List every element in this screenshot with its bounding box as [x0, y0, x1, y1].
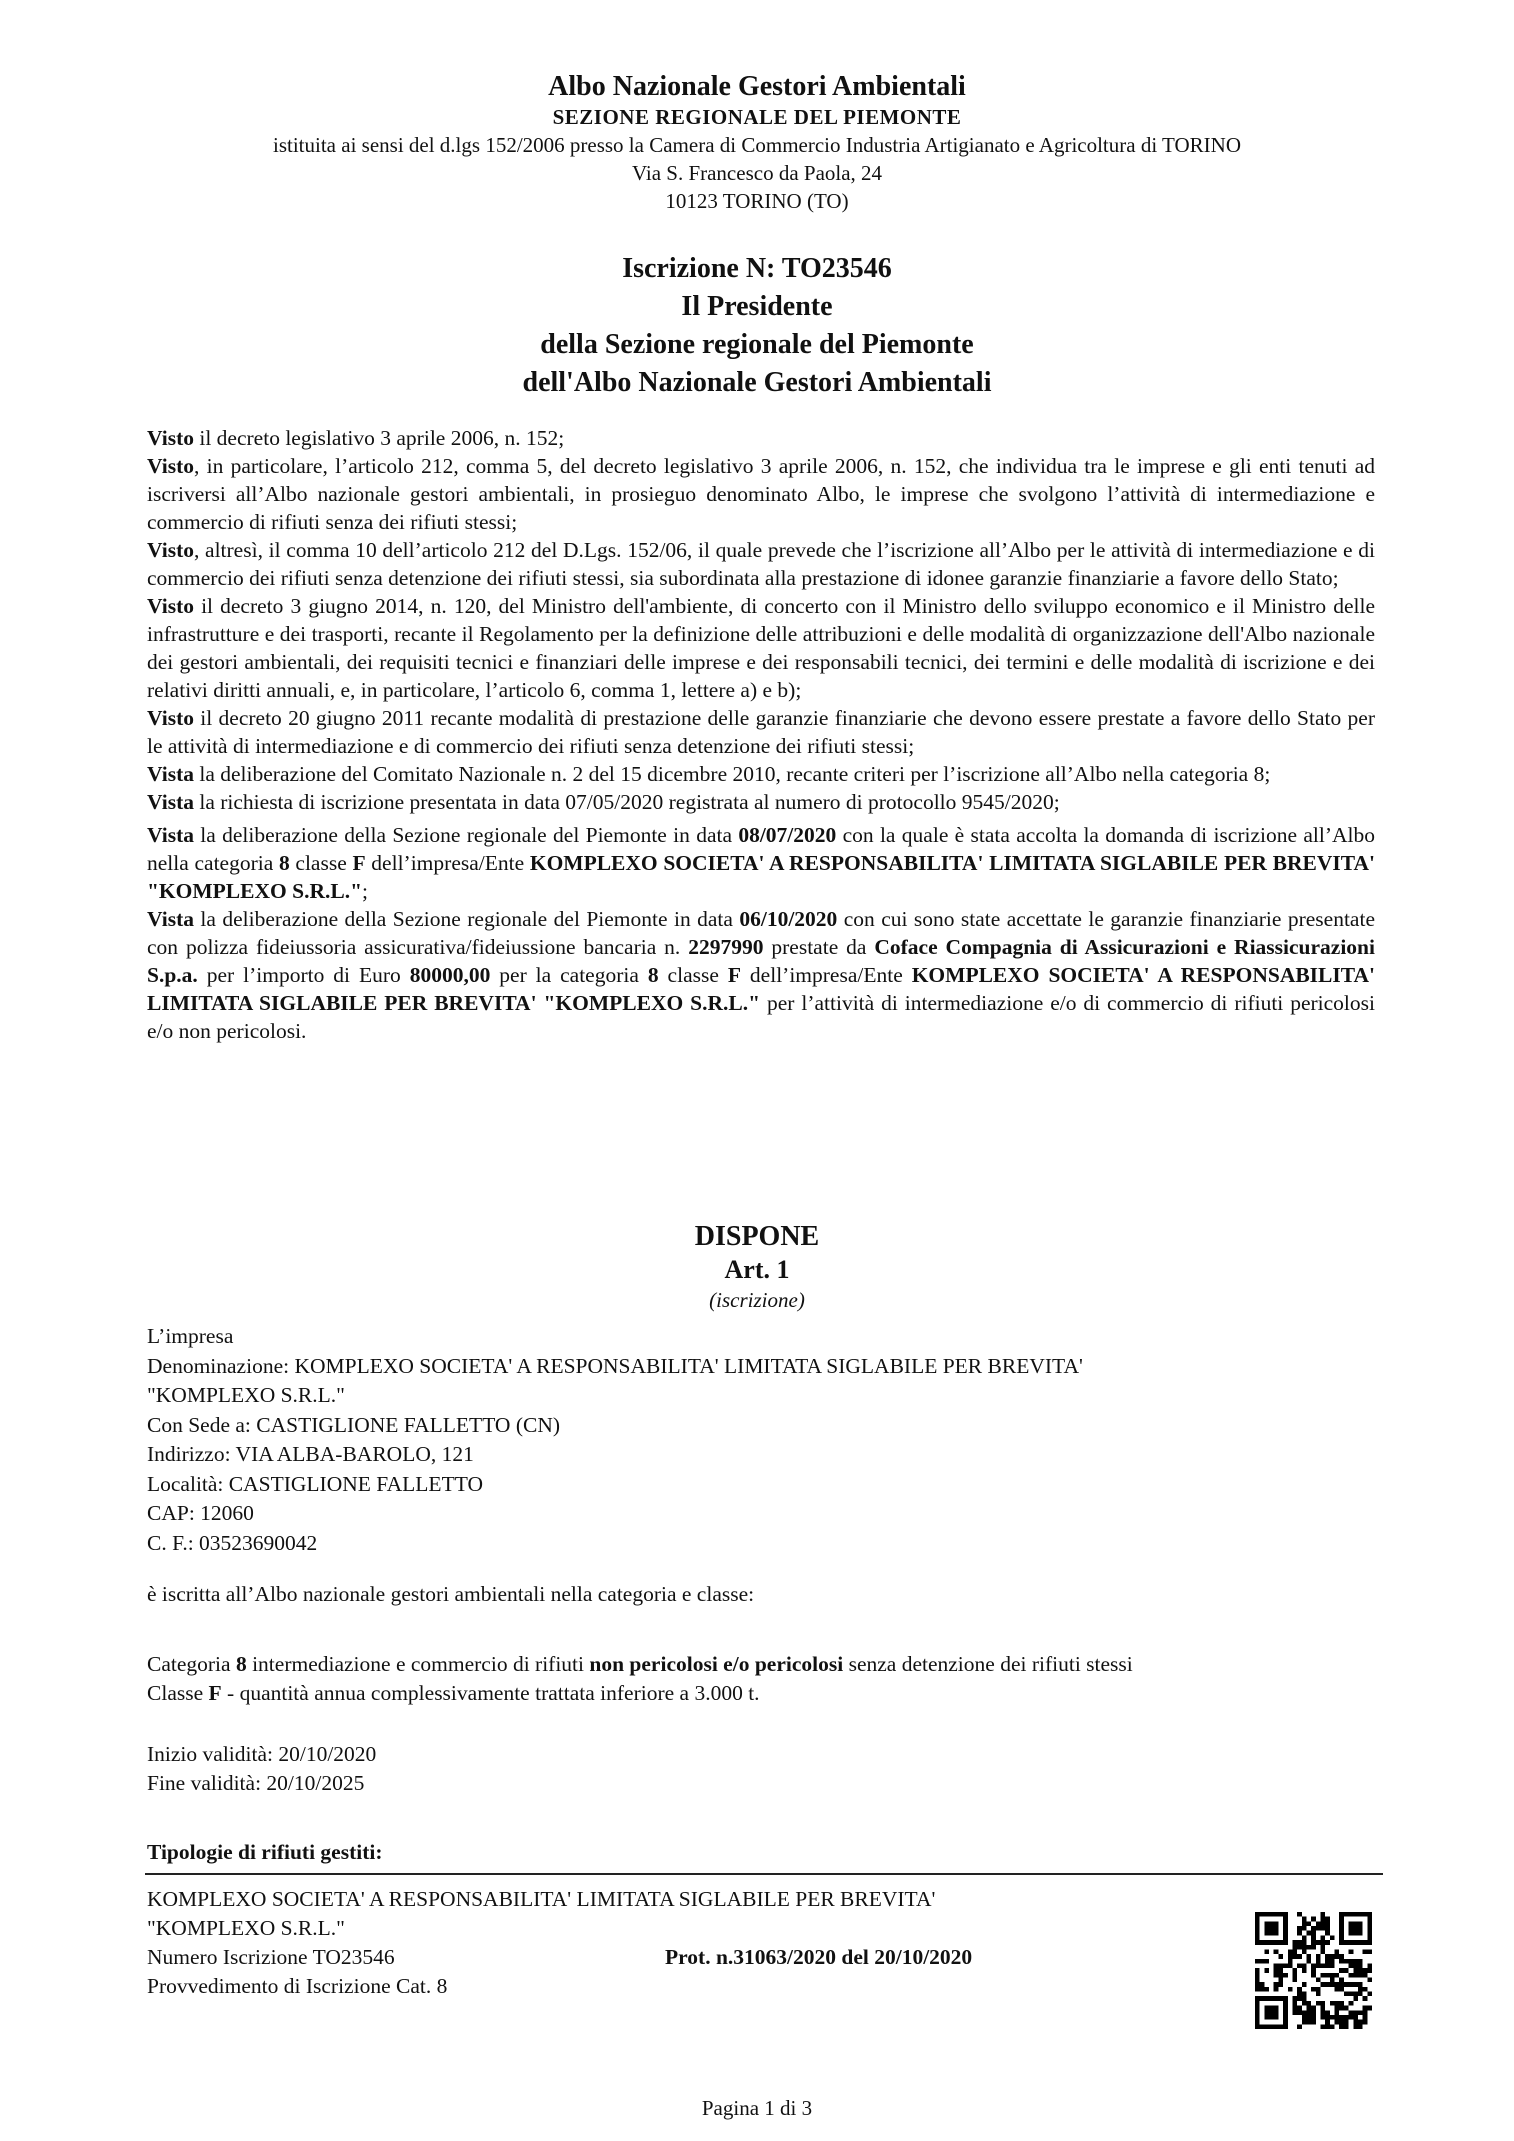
tipologie-heading: Tipologie di rifiuti gestiti:: [147, 1840, 383, 1864]
header-address: Via S. Francesco da Paola, 24: [631, 161, 883, 185]
visto-text: la richiesta di iscrizione presentata in data 07/05/2020 registrata al numero di protocollo 9545/2020;: [193, 790, 1060, 814]
delib-text: con cui sono state accettate le garanzie finanziarie presentate con polizza fideiussoria assicurativa/fideiussione bancaria n.: [147, 907, 1375, 959]
categoria-text: intermediazione e commercio di rifiuti: [246, 1652, 590, 1676]
localita: Località: CASTIGLIONE FALLETTO: [147, 1471, 483, 1496]
visto-lead: Visto: [147, 426, 194, 450]
visto-lead: Visto: [147, 538, 194, 562]
footer-divider: [145, 1873, 1383, 1875]
delib-date: 06/10/2020: [739, 907, 838, 931]
classe-line: [147, 1679, 1387, 1708]
delib-ente: KOMPLEXO SOCIETA' A RESPONSABILITA' LIMITATA SIGLABILE PER BREVITA' "KOMPLEXO S.R.L.": [147, 851, 1375, 903]
visto-paragraph: [147, 452, 1375, 536]
categoria-text: senza detenzione dei rifiuti stessi: [843, 1652, 1133, 1676]
page-number: Pagina 1 di 3: [701, 2096, 813, 2120]
impresa-details: [147, 1322, 1387, 1558]
importo-value: 80000,00: [409, 963, 491, 987]
visto-lead: Vista: [147, 790, 194, 814]
visto-lead: Visto: [147, 594, 194, 618]
delib-text: classe: [289, 851, 353, 875]
denominazione-line1: Denominazione: KOMPLEXO SOCIETA' A RESPONSABILITA' LIMITATA SIGLABILE PER BREVITA': [147, 1353, 1083, 1378]
fine-validita: Fine validità: 20/10/2025: [147, 1771, 365, 1795]
header-institution: istituita ai sensi del d.lgs 152/2006 presso la Camera di Commercio Industria Artigianato e Agricoltura di TORINO: [273, 133, 1241, 157]
delib-text: la deliberazione della Sezione regionale del Piemonte in data: [193, 907, 740, 931]
classe-text: - quantità annua complessivamente trattata inferiore a 3.000 t.: [221, 1681, 760, 1705]
article-subtitle: (iscrizione): [709, 1288, 805, 1312]
inizio-validita: Inizio validità: 20/10/2020: [147, 1742, 377, 1766]
article-title: Art. 1: [724, 1255, 790, 1284]
deliberazione-garanzie: [147, 905, 1375, 1045]
dispone-block: [0, 1220, 1514, 1314]
visto-text: il decreto 20 giugno 2011 recante modalità di prestazione delle garanzie finanziarie che devono essere prestate a favore dello Stato per le attività di intermediazione e di commercio dei rifiuti senza detenzione dei rifiuti stessi;: [147, 706, 1375, 758]
visto-paragraph: [147, 788, 1375, 816]
sezione-title: della Sezione regionale del Piemonte: [540, 329, 974, 360]
delib-text: dell’impresa/Ente: [365, 851, 530, 875]
delib-text: ;: [362, 879, 368, 903]
presidente-title: Il Presidente: [681, 291, 833, 322]
delib-text: per l’importo di Euro: [197, 963, 410, 987]
delib-text: prestate da: [763, 935, 875, 959]
vista-lead: Vista: [147, 907, 194, 931]
categoria-number: 8: [235, 1652, 247, 1676]
visto-text: , in particolare, l’articolo 212, comma 5, del decreto legislativo 3 aprile 2006, n. 152, che individua tra le imprese e gli enti tenuti ad iscriversi all’Albo nazionale gestori ambientali, in prosieguo denominato Albo, le imprese che svolgono l’attività di intermediazione e commercio di rifiuti senza dei rifiuti stessi;: [147, 454, 1375, 534]
footer-iscrizione: Numero Iscrizione TO23546: [147, 1945, 395, 1969]
title-block: [0, 250, 1514, 402]
categoria-text: Categoria: [147, 1652, 236, 1676]
delib-text: per la categoria: [490, 963, 648, 987]
garante-name: Coface Compagnia di Assicurazioni e Riassicurazioni S.p.a.: [147, 935, 1375, 987]
delib-classe: F: [352, 851, 366, 875]
footer-company-line1: KOMPLEXO SOCIETA' A RESPONSABILITA' LIMITATA SIGLABILE PER BREVITA': [147, 1887, 936, 1911]
iscrizione-number: Iscrizione N: TO23546: [622, 253, 892, 284]
document-header: [0, 70, 1514, 215]
categoria-tipo: non pericolosi e/o pericolosi: [589, 1652, 844, 1676]
delib-text: dell’impresa/Ente: [740, 963, 912, 987]
qr-code-icon: [1255, 1912, 1372, 2029]
delib-text: la deliberazione della Sezione regionale del Piemonte in data: [193, 823, 739, 847]
classe-text: Classe: [147, 1681, 209, 1705]
visto-paragraph: [147, 536, 1375, 592]
categoria-block: [147, 1650, 1387, 1708]
codice-fiscale: C. F.: 03523690042: [147, 1530, 318, 1555]
footer-info: [147, 1885, 1147, 2001]
visto-lead: Vista: [147, 762, 194, 786]
deliberazione-accoglimento: [147, 821, 1375, 905]
indirizzo: Indirizzo: VIA ALBA-BAROLO, 121: [147, 1442, 474, 1466]
visto-lead: Visto: [147, 454, 194, 478]
delib-text: per l’attività di intermediazione e/o di commercio di rifiuti pericolosi e/o non pericolosi.: [147, 991, 1375, 1043]
visto-text: il decreto legislativo 3 aprile 2006, n. 152;: [193, 426, 565, 450]
visto-lead: Visto: [147, 706, 194, 730]
delib-categoria: 8: [278, 851, 290, 875]
header-city: 10123 TORINO (TO): [665, 189, 849, 213]
denominazione-line2: "KOMPLEXO S.R.L.": [147, 1383, 345, 1407]
protocol-number: Prot. n.31063/2020 del 20/10/2020: [665, 1945, 973, 1969]
visto-paragraph: [147, 592, 1375, 704]
cap: CAP: 12060: [147, 1501, 254, 1525]
visto-text: il decreto 3 giugno 2014, n. 120, del Ministro dell'ambiente, di concerto con il Ministro dello sviluppo economico e il Ministro delle infrastrutture e dei trasporti, recante il Regolamento per la definizione delle attribuzioni e delle modalità di organizzazione dell'Albo nazionale dei gestori ambientali, dei requisiti tecnici e finanziari delle imprese e dei responsabili tecnici, dei termini e delle modalità di iscrizione e dei relativi diritti annuali, e, in particolare, l’articolo 6, comma 1, lettere a) e b);: [147, 594, 1375, 702]
classe-value: F: [208, 1681, 222, 1705]
delib-text: con la quale è stata accolta la domanda di iscrizione all’Albo nella categoria: [147, 823, 1375, 875]
categoria-line: [147, 1650, 1387, 1679]
sede: Con Sede a: CASTIGLIONE FALLETTO (CN): [147, 1412, 561, 1437]
albo-title: dell'Albo Nazionale Gestori Ambientali: [522, 367, 992, 398]
delib-ente: KOMPLEXO SOCIETA' A RESPONSABILITA' LIMITATA SIGLABILE PER BREVITA' "KOMPLEXO S.R.L.": [147, 963, 1375, 1015]
footer-provvedimento: Provvedimento di Iscrizione Cat. 8: [147, 1974, 448, 1998]
header-title: Albo Nazionale Gestori Ambientali: [548, 71, 966, 102]
visto-paragraph: [147, 704, 1375, 760]
delib-classe: F: [727, 963, 741, 987]
visto-text: la deliberazione del Comitato Nazionale n. 2 del 15 dicembre 2010, recante criteri per l’iscrizione all’Albo nella categoria 8;: [193, 762, 1271, 786]
visto-text: , altresì, il comma 10 dell’articolo 212 del D.Lgs. 152/06, il quale prevede che l’iscrizione all’Albo per le attività di intermediazione e di commercio dei rifiuti senza detenzione dei rifiuti stessi, sia subordinata alla prestazione di idonee garanzie finanziarie a favore dello Stato;: [147, 538, 1375, 590]
footer-company-line2: "KOMPLEXO S.R.L.": [147, 1916, 345, 1940]
delib-text: classe: [658, 963, 728, 987]
polizza-number: 2297990: [688, 935, 764, 959]
iscritta-statement: è iscritta all’Albo nazionale gestori ambientali nella categoria e classe:: [147, 1582, 755, 1606]
delib-categoria: 8: [647, 963, 659, 987]
visto-paragraph: [147, 760, 1375, 788]
dispone-title: DISPONE: [694, 1221, 820, 1252]
vista-lead: Vista: [147, 823, 194, 847]
preamble: [147, 424, 1375, 1045]
header-section: SEZIONE REGIONALE DEL PIEMONTE: [552, 105, 962, 129]
impresa-intro: L’impresa: [147, 1324, 234, 1348]
validita-block: [147, 1740, 376, 1798]
visto-paragraph: [147, 424, 1375, 452]
delib-date: 08/07/2020: [738, 823, 837, 847]
